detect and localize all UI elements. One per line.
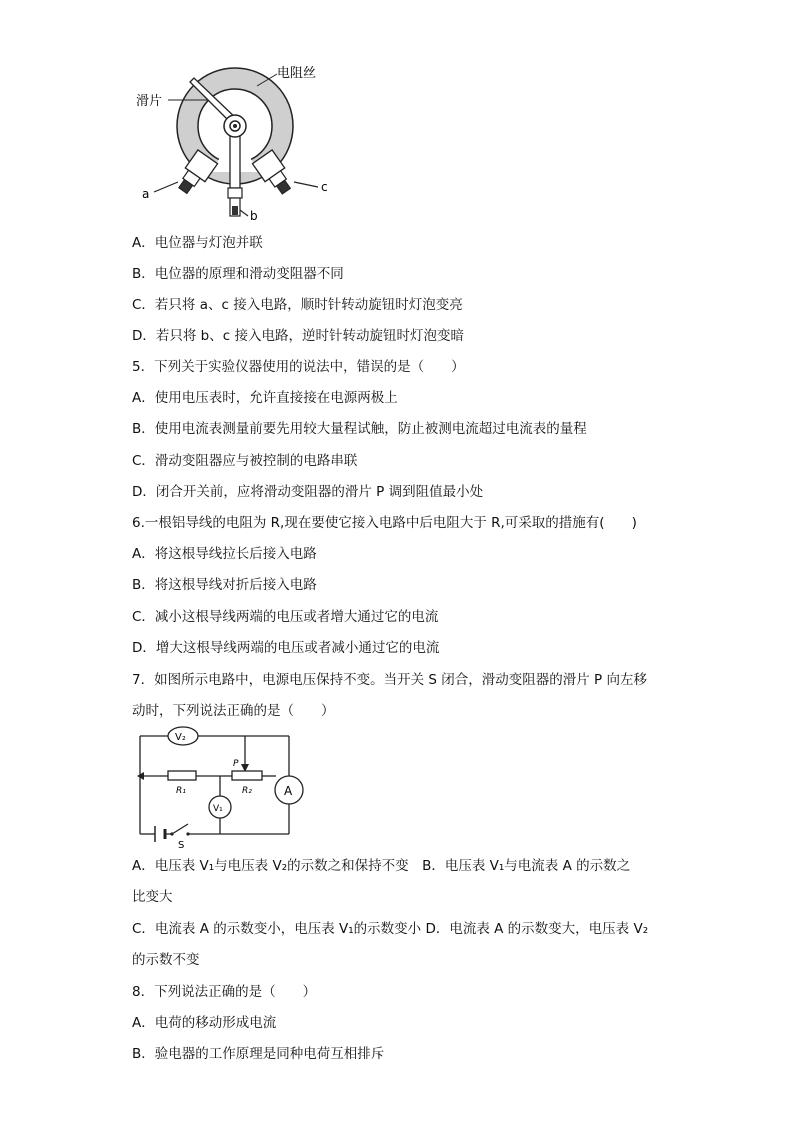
q6-option-b: B．将这根导线对折后接入电路 xyxy=(132,577,317,593)
q6-option-c: C．减小这根导线两端的电压或者增大通过它的电流 xyxy=(132,609,439,625)
ammeter-label: A xyxy=(284,784,293,798)
terminal-b-label: b xyxy=(250,209,258,223)
r2-label: R₂ xyxy=(242,786,252,796)
terminal-a-label: a xyxy=(142,187,150,201)
circuit-figure xyxy=(132,726,312,850)
q5-option-d: D．闭合开关前，应将滑动变阻器的滑片 P 调到阻值最小处 xyxy=(132,484,484,500)
q8-option-b: B．验电器的工作原理是同种电荷互相排斥 xyxy=(132,1046,385,1062)
q8-option-a: A．电荷的移动形成电流 xyxy=(132,1015,277,1031)
q6-option-d: D．增大这根导线两端的电压或者减小通过它的电流 xyxy=(132,640,440,656)
q7-stem-line2: 动时，下列说法正确的是（ ） xyxy=(132,703,335,719)
wire-label: 电阻丝 xyxy=(277,66,317,81)
q5-stem: 5．下列关于实验仪器使用的说法中，错误的是（ ） xyxy=(132,359,465,375)
q4-option-d: D．若只将 b、c 接入电路，逆时针转动旋钮时灯泡变暗 xyxy=(132,328,464,344)
q5-option-b: B．使用电流表测量前要先用较大量程试触，防止被测电流超过电流表的量程 xyxy=(132,421,587,437)
slider-label: 滑片 xyxy=(136,94,163,109)
q6-stem: 6.一根铝导线的电阻为 R,现在要使它接入电路中后电阻大于 R,可采取的措施有( ) xyxy=(132,515,637,531)
q5-option-a: A．使用电压表时，允许直接接在电源两极上 xyxy=(132,390,398,406)
q6-option-a: A．将这根导线拉长后接入电路 xyxy=(132,546,317,562)
switch-label: S xyxy=(178,840,185,850)
q7-options-cd-line2: 的示数不变 xyxy=(132,952,200,968)
q4-option-a: A．电位器与灯泡并联 xyxy=(132,235,263,251)
q7-options-ab-line2: 比变大 xyxy=(132,889,173,905)
q7-options-cd-line1: C．电流表 A 的示数变小，电压表 V₁的示数变小 D．电流表 A 的示数变大，电压表 V₂ xyxy=(132,921,649,937)
r1-label: R₁ xyxy=(176,786,186,796)
q7-options-ab-line1: A．电压表 V₁与电压表 V₂的示数之和保持不变 B．电压表 V₁与电流表 A 的示数之 xyxy=(132,858,631,874)
q5-option-c: C．滑动变阻器应与被控制的电路串联 xyxy=(132,453,358,469)
q7-stem-line1: 7．如图所示电路中，电源电压保持不变。当开关 S 闭合，滑动变阻器的滑片 P 向左移 xyxy=(132,672,647,688)
v2-meter-label: V₂ xyxy=(175,732,186,743)
v1-meter-label: V₁ xyxy=(213,804,223,814)
potentiometer-figure xyxy=(132,60,342,225)
q4-option-b: B．电位器的原理和滑动变阻器不同 xyxy=(132,266,344,282)
slider-p-label: P xyxy=(233,759,239,769)
q4-option-c: C．若只将 a、c 接入电路，顺时针转动旋钮时灯泡变亮 xyxy=(132,297,463,313)
terminal-c-label: c xyxy=(321,180,328,194)
q8-stem: 8．下列说法正确的是（ ） xyxy=(132,984,317,1000)
